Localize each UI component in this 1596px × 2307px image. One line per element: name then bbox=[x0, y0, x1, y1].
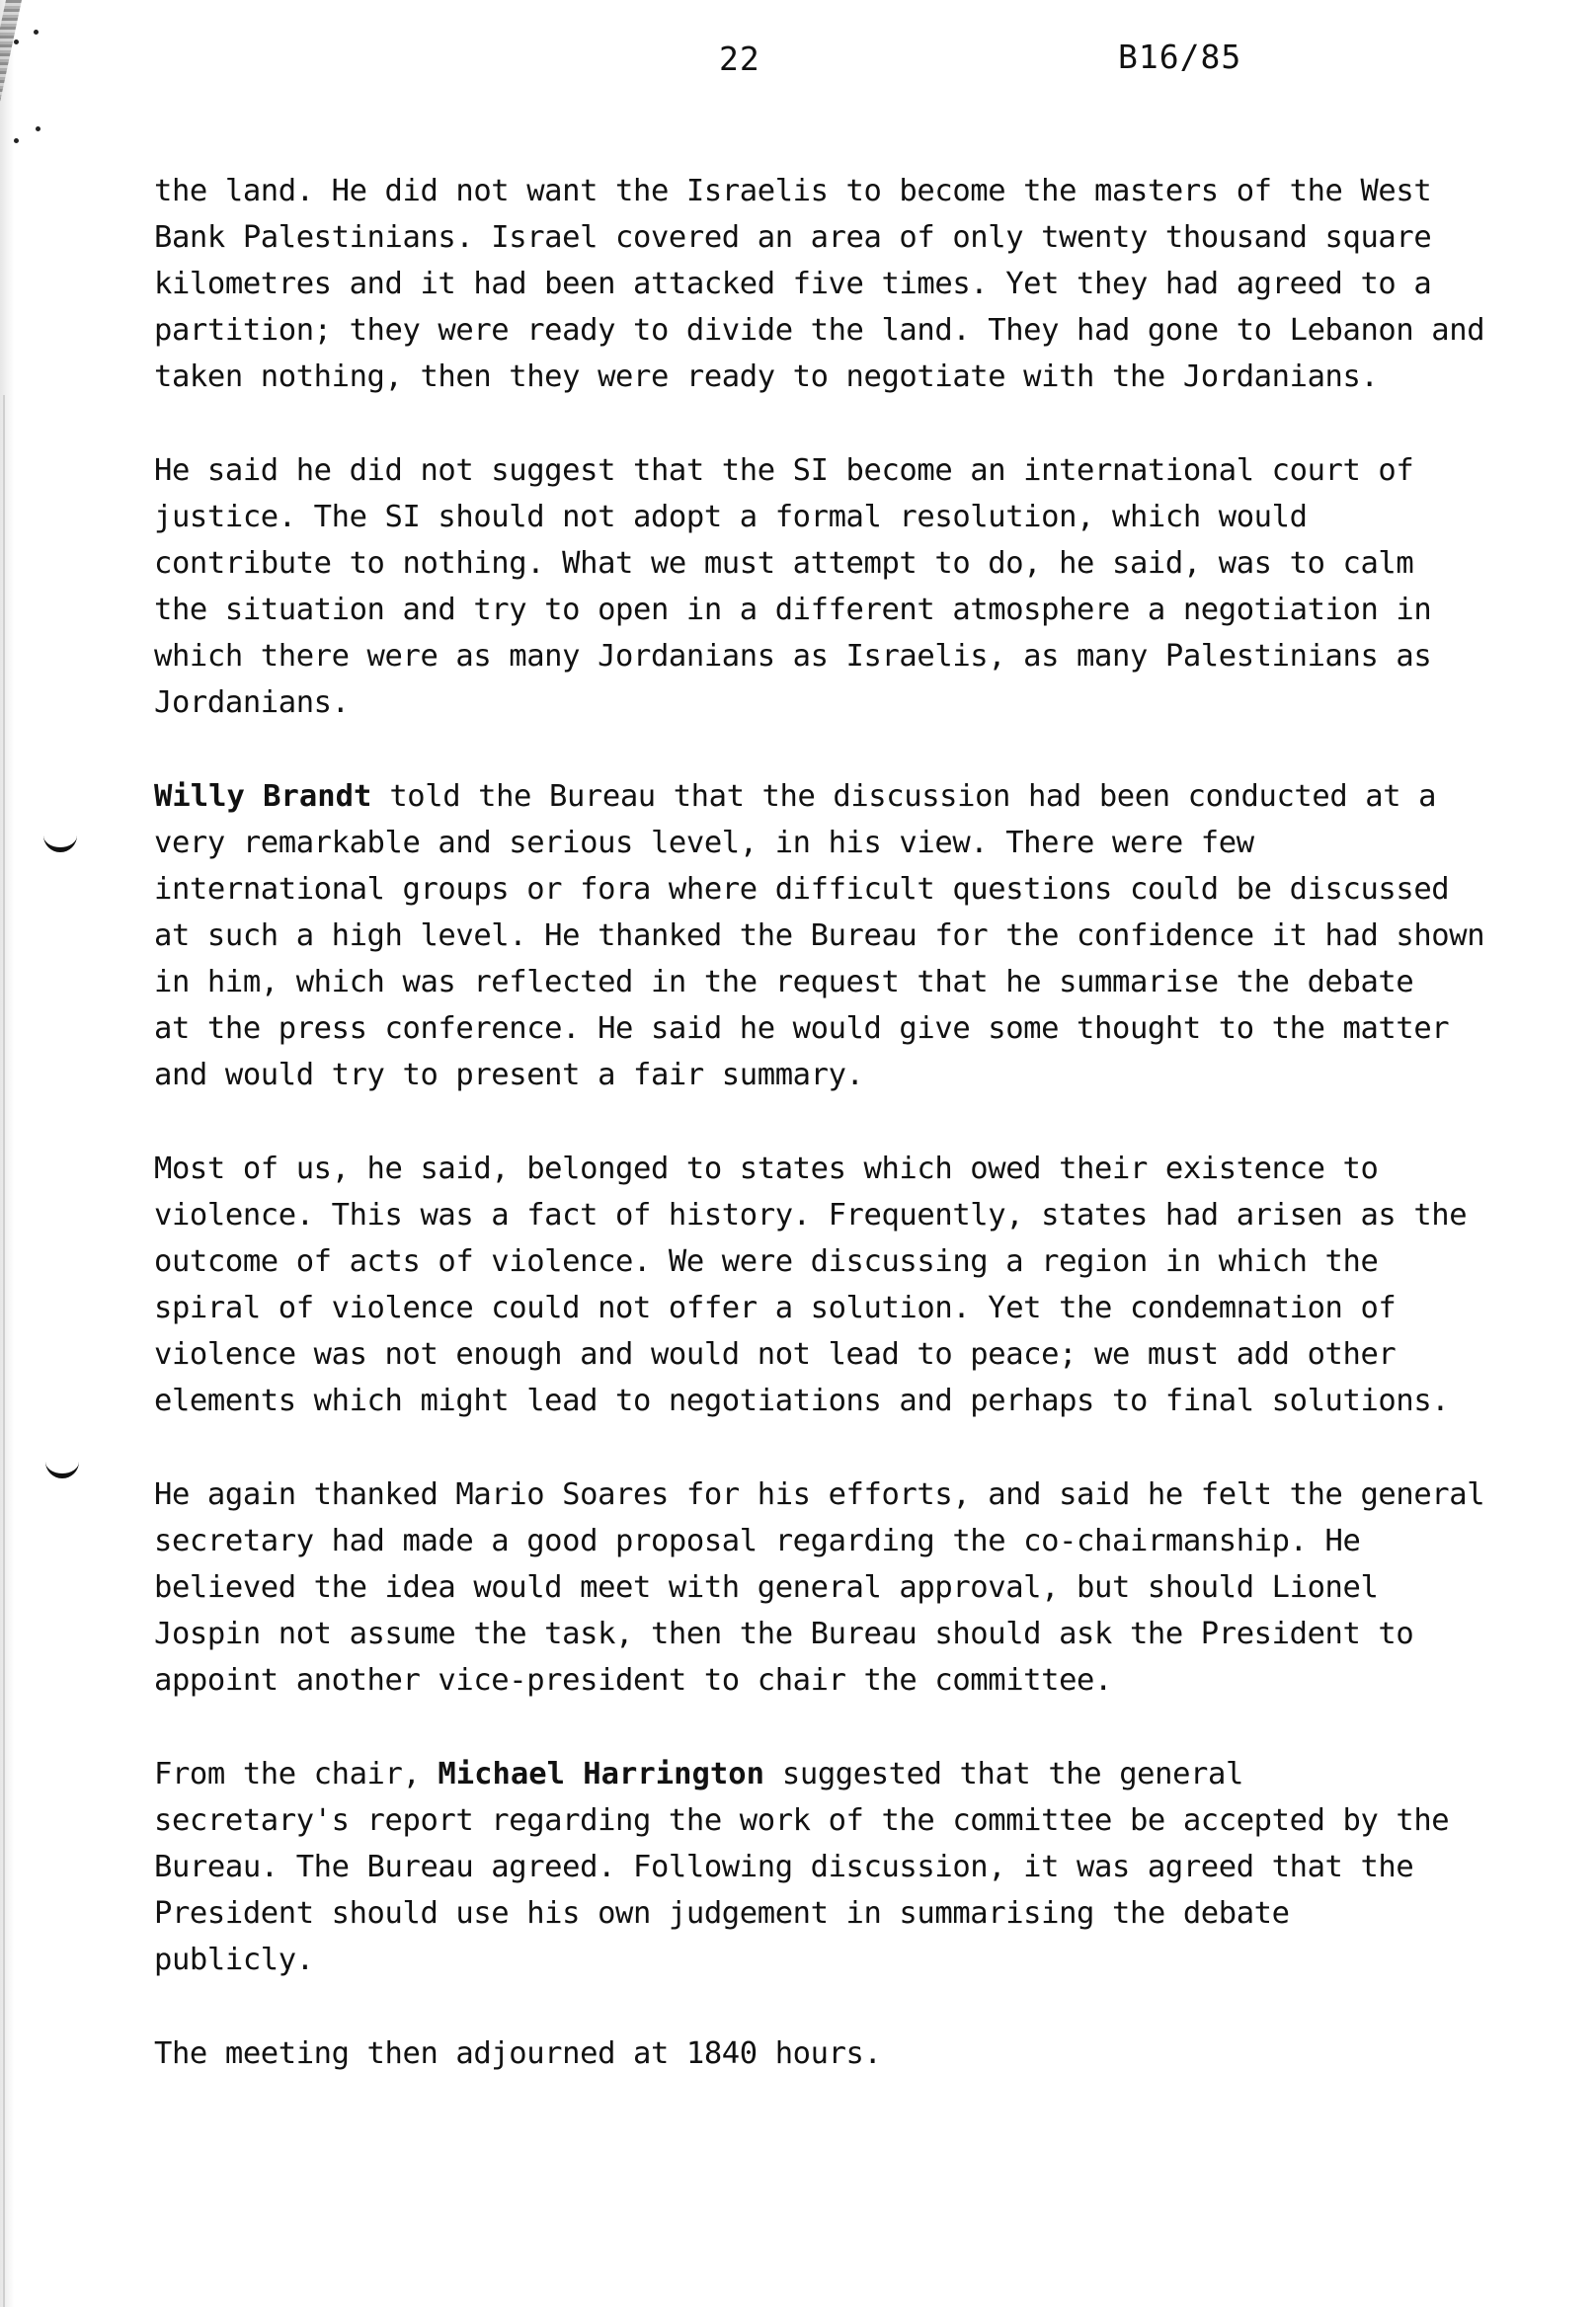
scan-speck bbox=[14, 40, 19, 44]
text-line: the situation and try to open in a different atmosphere a negotiation in bbox=[154, 593, 1432, 627]
text-line: kilometres and it had been attacked five times. Yet they had agreed to a bbox=[154, 267, 1432, 301]
text-line: secretary had made a good proposal regarding the co-chairmanship. He bbox=[154, 1524, 1361, 1558]
scan-speck bbox=[34, 30, 39, 35]
text-line: violence. This was a fact of history. Frequently, states had arisen as the bbox=[154, 1198, 1468, 1233]
text-line: The meeting then adjourned at 1840 hours. bbox=[154, 2036, 882, 2071]
text-line: which there were as many Jordanians as Israelis, as many Palestinians as bbox=[154, 639, 1432, 674]
scan-speck bbox=[36, 126, 40, 131]
paragraph-3 bbox=[154, 773, 1485, 1098]
text-line: and would try to present a fair summary. bbox=[154, 1058, 864, 1092]
text-line: at the press conference. He said he would give some thought to the matter bbox=[154, 1011, 1450, 1046]
text-line: contribute to nothing. What we must attempt to do, he said, was to calm bbox=[154, 546, 1414, 581]
text-line: He said he did not suggest that the SI become an international court of bbox=[154, 453, 1414, 488]
body-text bbox=[154, 168, 1485, 2124]
text-run: suggested that the general bbox=[763, 1757, 1243, 1791]
text-line bbox=[154, 1751, 1398, 1797]
scan-edge-line bbox=[3, 395, 5, 2307]
text-line: very remarkable and serious level, in his view. There were few bbox=[154, 826, 1254, 860]
text-line: in him, which was reflected in the request that he summarise the debate bbox=[154, 965, 1414, 999]
paragraph-2 bbox=[154, 447, 1432, 726]
text-line: Jospin not assume the task, then the Bureau should ask the President to bbox=[154, 1617, 1414, 1651]
page-number: 22 bbox=[719, 40, 760, 78]
text-line: secretary's report regarding the work of the committee be accepted by the bbox=[154, 1803, 1450, 1838]
text-line: international groups or fora where difficult questions could be discussed bbox=[154, 872, 1450, 907]
document-reference: B16/85 bbox=[1118, 38, 1242, 76]
text-line: believed the idea would meet with general approval, but should Lionel bbox=[154, 1570, 1379, 1605]
text-line: Bureau. The Bureau agreed. Following discussion, it was agreed that the bbox=[154, 1850, 1414, 1884]
margin-check-mark bbox=[43, 832, 77, 852]
text-line: Jordanians. bbox=[154, 685, 350, 720]
speaker-name: Michael Harrington bbox=[438, 1757, 764, 1791]
text-line: elements which might lead to negotiations and perhaps to final solutions. bbox=[154, 1384, 1450, 1418]
margin-check-mark bbox=[45, 1458, 79, 1478]
text-line: Most of us, he said, belonged to states which owed their existence to bbox=[154, 1152, 1379, 1186]
paragraph-6 bbox=[154, 1751, 1450, 1983]
text-line: publicly. bbox=[154, 1943, 314, 1977]
text-line bbox=[154, 773, 1437, 820]
text-line: justice. The SI should not adopt a formal resolution, which would bbox=[154, 500, 1308, 534]
paragraph-5 bbox=[154, 1472, 1485, 1704]
paragraph-7 bbox=[154, 2030, 1398, 2077]
text-line: at such a high level. He thanked the Bureau for the confidence it had shown bbox=[154, 918, 1485, 953]
text-line: appoint another vice-president to chair the committee. bbox=[154, 1663, 1112, 1698]
text-line: partition; they were ready to divide the land. They had gone to Lebanon and bbox=[154, 313, 1485, 348]
text-run: told the Bureau that the discussion had been conducted at a bbox=[371, 779, 1437, 814]
text-line: spiral of violence could not offer a solution. Yet the condemnation of bbox=[154, 1291, 1396, 1325]
text-line: Bank Palestinians. Israel covered an area of only twenty thousand square bbox=[154, 220, 1432, 255]
scan-speck bbox=[14, 138, 19, 143]
text-line: taken nothing, then they were ready to negotiate with the Jordanians. bbox=[154, 359, 1379, 394]
text-line: He again thanked Mario Soares for his efforts, and said he felt the general bbox=[154, 1477, 1485, 1512]
text-run: From the chair, bbox=[154, 1757, 439, 1791]
text-line: outcome of acts of violence. We were discussing a region in which the bbox=[154, 1244, 1379, 1279]
paragraph-1 bbox=[154, 168, 1485, 400]
text-line: the land. He did not want the Israelis to become the masters of the West bbox=[154, 174, 1432, 208]
speaker-name: Willy Brandt bbox=[154, 779, 372, 814]
paragraph-4 bbox=[154, 1146, 1468, 1424]
text-line: violence was not enough and would not lead to peace; we must add other bbox=[154, 1337, 1396, 1372]
text-line: President should use his own judgement in summarising the debate bbox=[154, 1896, 1290, 1931]
